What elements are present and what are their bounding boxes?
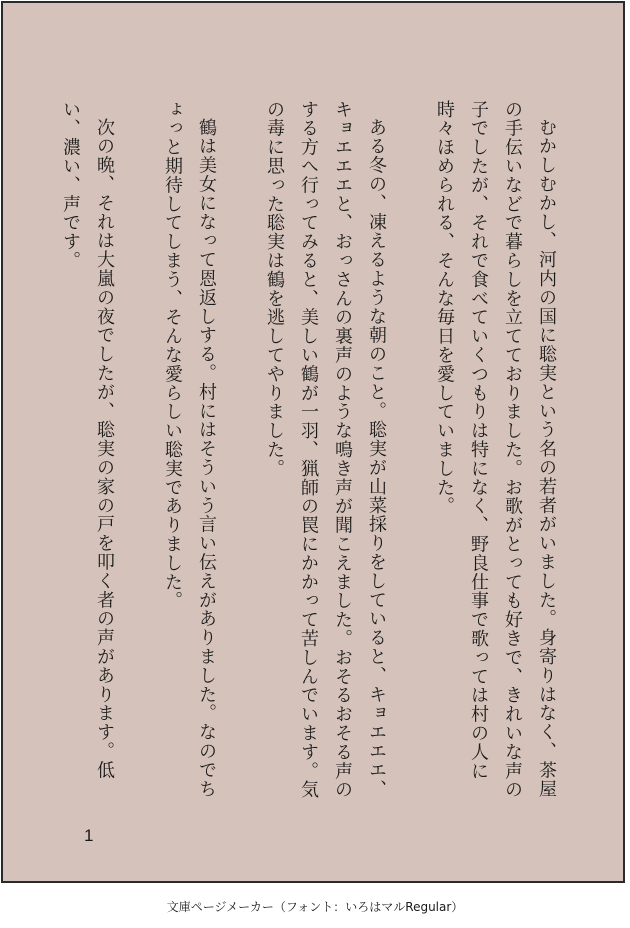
paragraph-1: むかしむかし、河内の国に聡実という名の若者がいました。身寄りはなく、茶屋の手伝いなどで暮らしを立てておりました。お歌がとっても好きで、きれいな声の子でしたが、それで食べていくつもりは特になく、野良仕事で歌っては村の人に時々ほめられる、そんな毎日を愛していました。 bbox=[434, 100, 557, 800]
paragraph-2: ある冬の、凍えるような朝のこと。聡実が山菜採りをしていると、キョエエエ、キョエエエと、おっさんの裏声のような鳴き声が聞こえました。おそるおそる声のする方へ行ってみると、美しい鶴が一羽、猟師の罠にかかって苦しんでいます。気の毒に思った聡実は鶴を逃してやりました。 bbox=[264, 100, 387, 800]
page-number: 1 bbox=[84, 826, 94, 845]
paragraph-3: 鶴は美女になって恩返しする。村にはそういう言い伝えがありました。なのでちょっと期待してしまう、そんな愛らしい聡実でありました。 bbox=[162, 100, 217, 799]
book-page bbox=[1, 1, 625, 883]
paragraph-gap bbox=[393, 100, 427, 800]
paragraph-gap bbox=[223, 100, 257, 800]
paragraph-gap bbox=[121, 100, 155, 800]
footer-caption: 文庫ページメーカー（フォント：いろはマルRegular） bbox=[166, 900, 464, 914]
vertical-text-body bbox=[53, 100, 563, 800]
paragraph-4: 次の晩、それは大嵐の夜でしたが、聡実の家の戸を叩く者の声があります。低い、濃い、声です。 bbox=[60, 100, 115, 780]
